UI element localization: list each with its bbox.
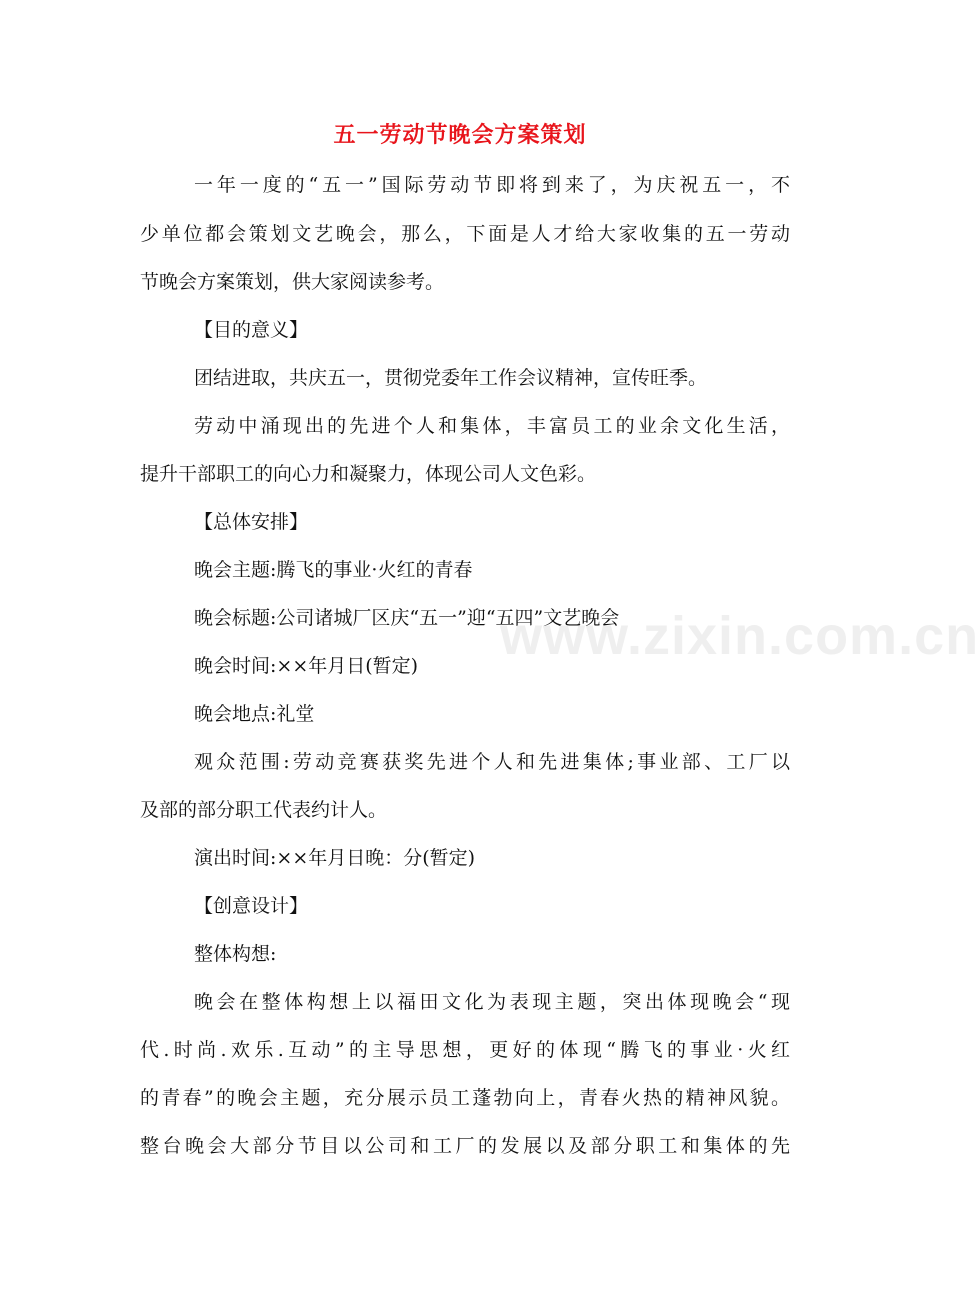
intro-line-3: 节晚会方案策划，供大家阅读参考。 [140,271,445,293]
creative-paragraph-line-4: 整台晚会大部分节目以公司和工厂的发展以及部分职工和集体的先 [140,1135,790,1157]
purpose-paragraph-2-line-2: 提升干部职工的向心力和凝聚力，体现公司人文色彩。 [140,463,597,485]
arrangement-theme: 晚会主题:腾飞的事业·火红的青春 [194,559,473,581]
watermark: www.zixin.com.cn [500,606,979,666]
creative-paragraph-line-3: 的青春”的晚会主题，充分展示员工蓬勃向上，青春火热的精神风貌。 [140,1087,790,1109]
section-heading-creative: 【创意设计】 [194,895,309,917]
arrangement-show-time: 演出时间:××年月日晚：分(暂定) [194,847,476,869]
arrangement-time: 晚会时间:××年月日(暂定) [194,655,419,677]
creative-subheading: 整体构想: [194,943,277,965]
creative-paragraph-line-2: 代.时尚.欢乐.互动”的主导思想，更好的体现“腾飞的事业·火红 [140,1039,790,1061]
arrangement-headline: 晚会标题:公司诸城厂区庆“五一”迎“五四”文艺晚会 [194,607,620,629]
intro-line-1: 一年一度的“五一”国际劳动节即将到来了，为庆祝五一，不 [194,174,790,196]
purpose-paragraph-2-line-1: 劳动中涌现出的先进个人和集体，丰富员工的业余文化生活， [194,415,790,437]
section-heading-arrangement: 【总体安排】 [194,511,309,533]
creative-paragraph-line-1: 晚会在整体构想上以福田文化为表现主题，突出体现晚会“现 [194,991,790,1013]
purpose-paragraph-1: 团结进取，共庆五一，贯彻党委年工作会议精神，宣传旺季。 [194,367,708,389]
intro-line-2: 少单位都会策划文艺晚会，那么，下面是人才给大家收集的五一劳动 [140,223,790,245]
section-heading-purpose: 【目的意义】 [194,319,309,341]
arrangement-audience-line-2: 及部的部分职工代表约计人。 [140,799,388,821]
arrangement-venue: 晚会地点:礼堂 [194,703,315,725]
document-title: 五一劳动节晚会方案策划 [333,122,587,148]
arrangement-audience-line-1: 观众范围:劳动竞赛获奖先进个人和先进集体;事业部、工厂以 [194,751,790,773]
